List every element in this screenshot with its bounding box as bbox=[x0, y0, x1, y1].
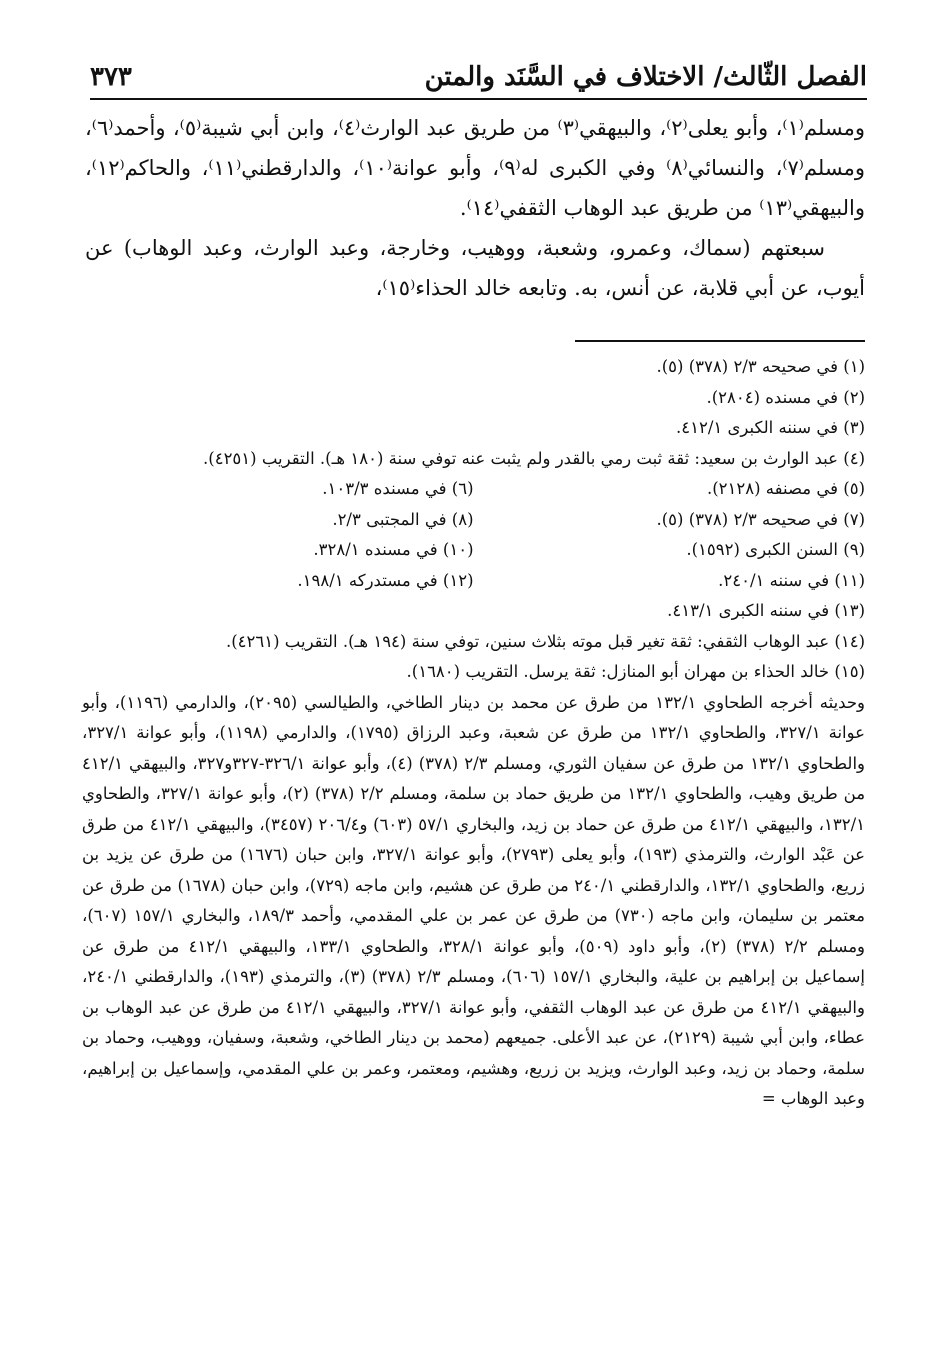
footnote-row-9-10 bbox=[82, 535, 865, 566]
footnotes bbox=[82, 352, 865, 1115]
footnote-3: (٣) في سننه الكبرى ٤١٢/١. bbox=[676, 418, 865, 437]
footnote-15-continuation: وحديثه أخرجه الطحاوي ١٣٢/١ من طرق عن محمد بن دينار الطاخي، والطيالسي (٢٠٩٥)، والدارمي (١١٩٦)، وأبو عوانة ٣٢٧/١، والطحاوي ١٣٢/١ من طرق عن شعبة، وعبد الرزاق (١٧٩٥)، والدارمي (١١٩٨)، وأبو عوانة ٣٢٧/١، والطحاوي ١٣٢/١ من طرق عن سفيان الثوري، ومسلم ٢/٣ (٣٧٨) (٤)، وأبو عوانة ٣٢٦/١-٣٢٧و٣٢٧، والبيهقي ٤١٢/١ من طريق وهيب، والطحاوي ١٣٢/١ من طريق حماد بن سلمة، ومسلم ٢/٢ (٣٧٨) (٢)، وأبو عوانة ٣٢٧/١، والطحاوي ١٣٢/١، والبيهقي ٤١٢/١ من طرق عن حماد بن زيد، والبخاري ٥٧/١ (٦٠٣) و٢٠٦/٤ (٣٤٥٧)، والبيهقي ٤١٢/١ من طرق عن عَبْد الوارث، والترمذي (١٩٣)، وأبو يعلى (٢٧٩٣)، وأبو عوانة ٣٢٧/١، وابن حبان (١٦٧٦) من طرق عن يزيد بن زريع، والطحاوي ١٣٢/١، والدارقطني ٢٤٠/١ من طرق عن هشيم، وابن ماجه (٧٢٩)، وابن حبان (١٦٧٨) من طرق عن معتمر بن سليمان، وابن ماجه (٧٣٠) من طرق عن عمر بن علي المقدمي، وأحمد ١٨٩/٣، والبخاري ١٥٧/١ (٦٠٧)، ومسلم ٢/٢ (٣٧٨) (٢)، وأبو داود (٥٠٩)، وأبو عوانة ٣٢٨/١، والطحاوي ١٣٣/١، والبيهقي ٤١٢/١ من طرق عن إسماعيل بن إبراهيم بن علية، والبخاري ١٥٧/١ (٦٠٦)، ومسلم ٢/٣ (٣٧٨) (٣)، والترمذي (١٩٣)، والدارقطني ٢٤٠/١، والبيهقي ٤١٢/١ من طرق عن عبد الوهاب الثقفي، وأبو عوانة ٣٢٧/١، والبيهقي ٤١٢/١ من طرق عن عبد الوهاب بن عطاء، وابن أبي شيبة (٢١٢٩)، عن عبد الأعلى. جميعهم (محمد بن دينار الطاخي، وشعبة، وسفيان، ووهيب، وحماد بن سلمة، وحماد بن زيد، وعبد الوارث، ويزيد بن زريع، وهشيم، ومعتمر، وعمر بن علي المقدمي، وإسماعيل بن إبراهيم، وعبد الوهاب = bbox=[82, 692, 866, 1108]
main-paragraph-1: ومسلم⁽١⁾، وأبو يعلى⁽٢⁾، والبيهقي⁽٣⁾ من طريق عبد الوارث⁽٤⁾، وابن أبي شيبة⁽٥⁾، وأحمد⁽٦⁾، ومسلم⁽٧⁾، والنسائي⁽٨⁾ وفي الكبرى له⁽٩⁾، وأبو عوانة⁽١٠⁾، والدارقطني⁽١١⁾، والحاكم⁽١٢⁾، والبيهقي⁽١٣⁾ من طريق عبد الوهاب الثقفي⁽١٤⁾. bbox=[85, 116, 866, 220]
footnote-row-7-8 bbox=[82, 505, 865, 536]
footnote-8: (٨) في المجتبى ٢/٣. bbox=[332, 509, 474, 529]
footnote-9: (٩) السنن الكبرى (١٥٩٢). bbox=[686, 540, 865, 559]
page-number: ٣٧٣ bbox=[90, 62, 132, 92]
footnote-15: (١٥) خالد الحذاء بن مهران أبو المنازل: ثقة يرسل. التقريب (١٦٨٠). bbox=[406, 662, 865, 681]
footnote-7: (٧) في صحيحه ٢/٣ (٣٧٨) (٥). bbox=[656, 509, 865, 529]
footnote-1: (١) في صحيحه ٢/٣ (٣٧٨) (٥). bbox=[656, 357, 865, 376]
footnote-11: (١١) في سننه ٢٤٠/١. bbox=[718, 570, 865, 590]
footnote-12: (١٢) في مستدركه ١٩٨/١. bbox=[297, 570, 474, 590]
footnote-separator bbox=[575, 340, 865, 342]
page-header bbox=[90, 52, 867, 100]
main-paragraph-2: سبعتهم (سماك، وعمرو، وشعبة، ووهيب، وخارجة، وعبد الوارث، وعبد الوهاب) عن أيوب، عن أبي قلابة، عن أنس، به. وتابعه خالد الحذاء⁽١٥⁾، bbox=[85, 236, 865, 300]
footnote-14: (١٤) عبد الوهاب الثقفي: ثقة تغير قبل موته بثلاث سنين، توفي سنة (١٩٤ هـ). التقريب (٤٢٦١). bbox=[225, 631, 865, 651]
footnote-5: (٥) في مصنفه (٢١٢٨). bbox=[706, 479, 865, 498]
main-text bbox=[85, 108, 865, 308]
footnote-2: (٢) في مسنده (٢٨٠٤). bbox=[706, 387, 865, 407]
footnote-row-5-6 bbox=[82, 474, 865, 505]
footnote-6: (٦) في مسنده ١٠٣/٣. bbox=[322, 479, 474, 498]
footnote-4: (٤) عبد الوارث بن سعيد: ثقة ثبت رمي بالقدر ولم يثبت عنه توفي سنة (١٨٠ هـ). التقريب (٤٢٥١). bbox=[203, 448, 865, 468]
footnote-13: (١٣) في سننه الكبرى ٤١٣/١. bbox=[667, 601, 865, 620]
footnote-10: (١٠) في مسنده ٣٢٨/١. bbox=[313, 540, 474, 559]
running-title: الفصل الثّالث/ الاختلاف في السَّنَد والمتن bbox=[424, 62, 867, 92]
footnote-row-11-12 bbox=[82, 566, 865, 597]
